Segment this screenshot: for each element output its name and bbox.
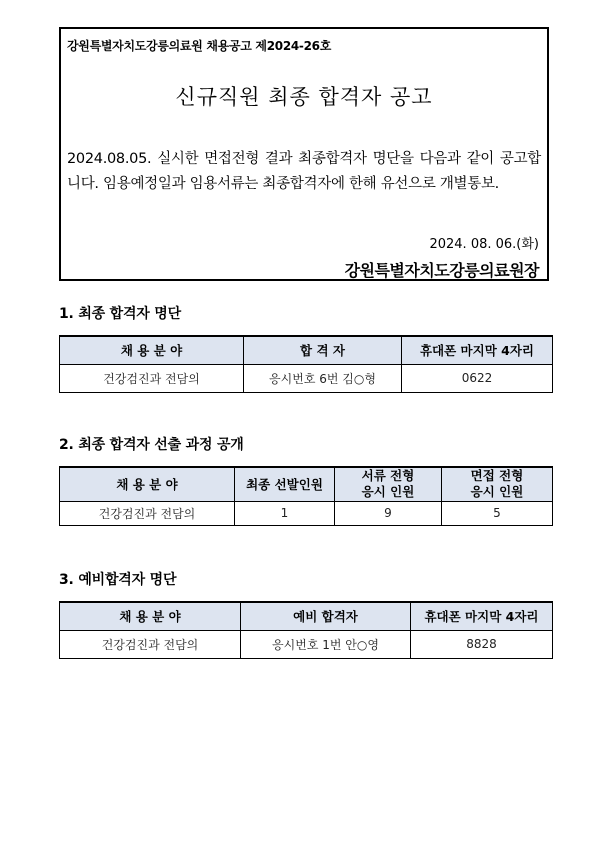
table-cell: 5 [442, 501, 553, 525]
column-header: 채 용 분 야 [60, 467, 235, 501]
notice-date: 2024. 08. 06.(화) [429, 237, 539, 252]
table-cell: 0622 [402, 364, 553, 392]
table-cell: 8828 [411, 630, 553, 658]
table-row [60, 501, 553, 525]
notice-issuer: 강원특별자치도강릉의료원장 [344, 261, 539, 280]
notice-body: 2024.08.05. 실시한 면접전형 결과 최종합격자 명단을 다음과 같이 공고합니다. 임용예정일과 임용서류는 최종합격자에 한해 유선으로 개별통보. [67, 151, 541, 192]
column-header: 예비 합격자 [241, 602, 411, 630]
table-header-row [60, 467, 553, 501]
column-header: 최종 선발인원 [235, 467, 335, 501]
column-header: 휴대폰 마지막 4자리 [411, 602, 553, 630]
table-row [60, 630, 553, 658]
final-list-table [59, 335, 553, 393]
table-cell: 응시번호 1번 안○영 [241, 630, 411, 658]
process-table [59, 466, 553, 526]
reserve-list-table [59, 601, 553, 659]
table-header-row [60, 336, 553, 364]
column-header: 채 용 분 야 [60, 336, 244, 364]
section-heading-process: 2. 최종 합격자 선출 과정 공개 [59, 437, 244, 453]
column-header: 면접 전형 응시 인원 [442, 467, 553, 501]
table-cell: 건강검진과 전담의 [60, 630, 241, 658]
table-cell: 9 [335, 501, 442, 525]
column-header: 휴대폰 마지막 4자리 [402, 336, 553, 364]
section-heading-final-list: 1. 최종 합격자 명단 [59, 306, 181, 322]
section-heading-reserve-list: 3. 예비합격자 명단 [59, 572, 177, 588]
notice-title: 신규직원 최종 합격자 공고 [175, 85, 433, 109]
table-cell: 건강검진과 전담의 [60, 364, 244, 392]
column-header: 채 용 분 야 [60, 602, 241, 630]
table-cell: 건강검진과 전담의 [60, 501, 235, 525]
table-row [60, 364, 553, 392]
notice-box [59, 27, 549, 281]
table-cell: 1 [235, 501, 335, 525]
column-header: 서류 전형 응시 인원 [335, 467, 442, 501]
table-cell: 응시번호 6번 김○형 [244, 364, 402, 392]
notice-number: 강원특별자치도강릉의료원 채용공고 제2024-26호 [67, 39, 331, 53]
table-header-row [60, 602, 553, 630]
column-header: 합 격 자 [244, 336, 402, 364]
